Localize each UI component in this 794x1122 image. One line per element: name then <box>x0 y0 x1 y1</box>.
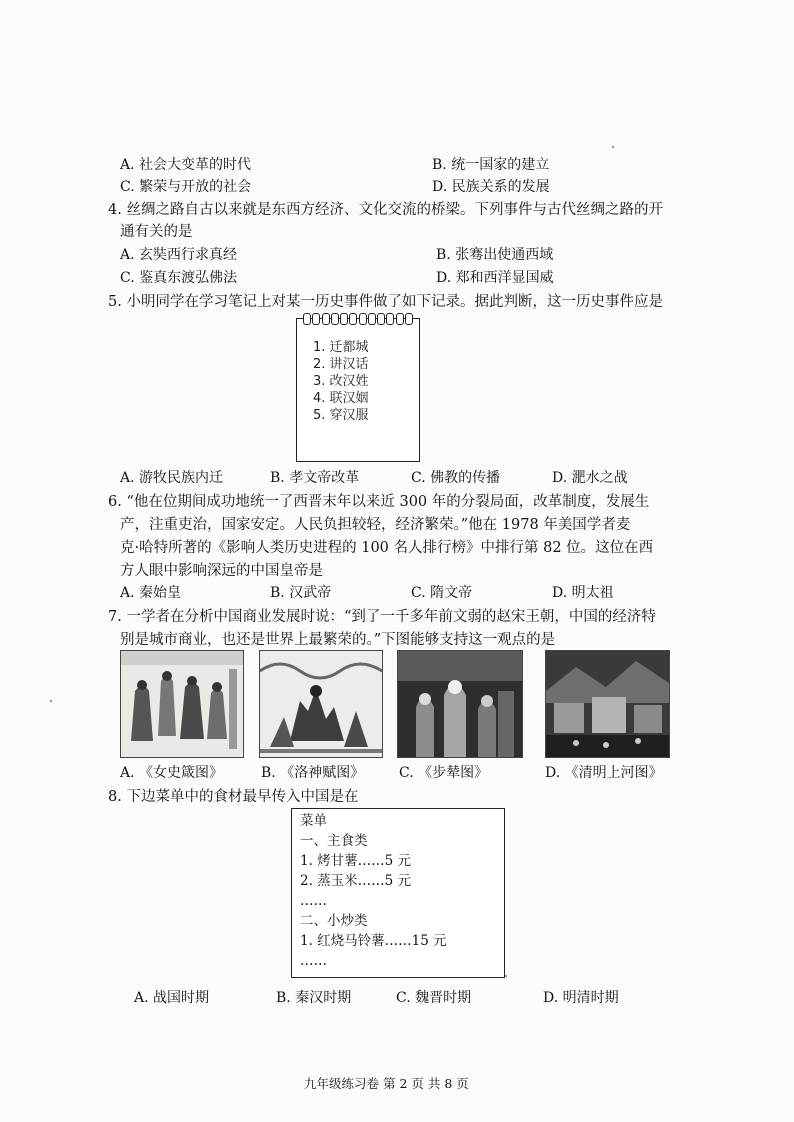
q7-option-c: C. 《步辇图》 <box>399 765 489 781</box>
notebook-item: 4. 联汉姻 <box>313 391 369 406</box>
q7-line2: 别是城市商业，也还是世界上最繁荣的。”下图能够支持这一观点的是 <box>120 632 556 648</box>
q6-option-c: C. 隋文帝 <box>411 585 473 601</box>
notebook-item: 5. 穿汉服 <box>313 408 369 423</box>
q6-line1: 6. “他在位期间成功地统一了西晋末年以来近 300 年的分裂局面，改革制度，发展生 <box>108 494 650 510</box>
q6-option-d: D. 明太祖 <box>552 585 614 601</box>
q3-option-b: B. 统一国家的建立 <box>432 157 550 173</box>
menu-line: 2. 蒸玉米……5 元 <box>300 873 412 889</box>
q3-option-d: D. 民族关系的发展 <box>432 179 550 195</box>
q4-stem-line2: 通有关的是 <box>120 224 193 240</box>
q5-option-a: A. 游牧民族内迁 <box>120 470 224 486</box>
menu-title: 菜单 <box>300 813 327 829</box>
painting-nvshi-zhen-image <box>120 650 244 758</box>
q6-line3: 克·哈特所著的《影响人类历史进程的 100 名人排行榜》中排行第 82 位。这位在西 <box>120 540 654 556</box>
q8-option-a: A. 战国时期 <box>134 990 210 1006</box>
menu-line: 1. 烤甘薯……5 元 <box>300 853 412 869</box>
painting-luoshen-fu-image <box>259 650 383 758</box>
q7-line1: 7. 一学者在分析中国商业发展时说：“到了一千多年前文弱的赵宋王朝，中国的经济特 <box>108 609 656 625</box>
menu-line: 二、小炒类 <box>300 913 368 929</box>
q7-option-d: D. 《清明上河图》 <box>545 765 663 781</box>
q3-option-c: C. 繁荣与开放的社会 <box>120 179 252 195</box>
q4-option-c: C. 鉴真东渡弘佛法 <box>120 270 238 286</box>
q8-stem: 8. 下边菜单中的食材最早传入中国是在 <box>108 789 359 805</box>
scan-speck <box>505 975 507 977</box>
q7-option-a: A. 《女史箴图》 <box>120 765 224 781</box>
menu-figure <box>291 808 505 978</box>
notebook-item: 2. 讲汉话 <box>313 357 369 372</box>
menu-line: …… <box>300 953 327 969</box>
scan-speck <box>50 700 52 702</box>
q8-option-b: B. 秦汉时期 <box>276 990 352 1006</box>
q4-option-d: D. 郑和西洋显国威 <box>436 270 554 286</box>
q6-line2: 产，注重吏治，国家安定。人民负担较轻，经济繁荣。”他在 1978 年美国学者麦 <box>120 517 631 533</box>
q8-option-c: C. 魏晋时期 <box>396 990 472 1006</box>
q5-option-c: C. 佛教的传播 <box>411 470 501 486</box>
painting-qingming-shanghe-image <box>545 650 670 758</box>
painting-bunian-image <box>397 650 523 758</box>
q5-option-b: B. 孝文帝改革 <box>270 470 360 486</box>
q5-stem: 5. 小明同学在学习笔记上对某一历史事件做了如下记录。据此判断，这一历史事件应是 <box>108 294 663 310</box>
menu-line: …… <box>300 893 327 909</box>
q6-line4: 方人眼中影响深远的中国皇帝是 <box>120 563 323 579</box>
notebook-figure <box>296 318 420 462</box>
notebook-rings <box>303 313 413 325</box>
q6-option-a: A. 秦始皇 <box>120 585 182 601</box>
page-footer: 九年级练习卷 第 2 页 共 8 页 <box>304 1076 469 1091</box>
q8-option-d: D. 明清时期 <box>543 990 619 1006</box>
menu-line: 1. 红烧马铃薯……15 元 <box>300 933 447 949</box>
q4-option-a: A. 玄奘西行求真经 <box>120 247 238 263</box>
scan-speck <box>612 146 614 148</box>
notebook-item: 3. 改汉姓 <box>313 374 369 389</box>
q4-option-b: B. 张骞出使通西域 <box>436 247 554 263</box>
q5-option-d: D. 淝水之战 <box>552 470 628 486</box>
notebook-item: 1. 迁都城 <box>313 340 369 355</box>
menu-line: 一、主食类 <box>300 833 368 849</box>
q4-stem-line1: 4. 丝绸之路自古以来就是东西方经济、文化交流的桥梁。下列事件与古代丝绸之路的开 <box>108 202 663 218</box>
q7-option-b: B. 《洛神赋图》 <box>261 765 365 781</box>
notebook-list <box>313 339 369 424</box>
q3-option-a: A. 社会大变革的时代 <box>120 157 252 173</box>
q6-option-b: B. 汉武帝 <box>270 585 332 601</box>
